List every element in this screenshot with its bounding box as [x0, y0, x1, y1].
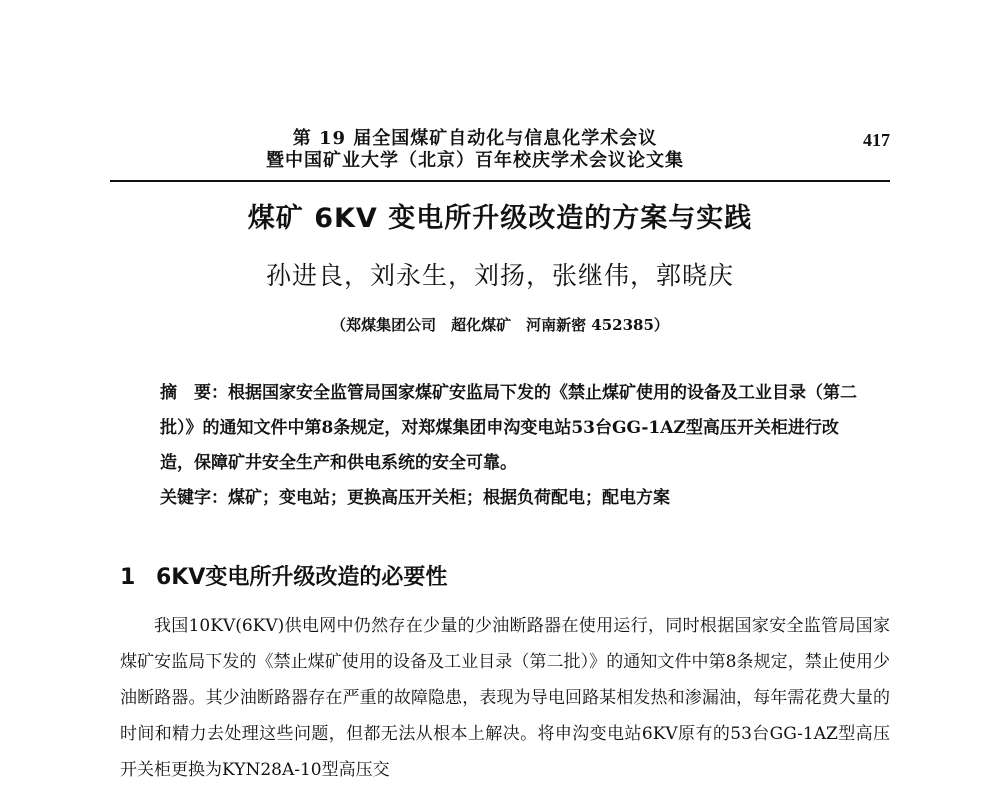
page-number: 417 [863, 130, 890, 150]
keywords-label: 关键字： [160, 488, 228, 508]
conference-line-1: 第 19 届全国煤矿自动化与信息化学术会议 [292, 128, 658, 149]
authors: 孙进良，刘永生，刘扬，张继伟，郭晓庆 [265, 261, 734, 290]
header-rule [110, 180, 890, 182]
section-paragraph: 我国10KV(6KV)供电网中仍然存在少量的少油断路器在使用运行，同时根据国家安全监管局国家煤矿安监局下发的《禁止煤矿使用的设备及工业目录（第二批）》的通知文件中第8条规定，禁止使用少油断路器。其少油断路器存在严重的故障隐患，表现为导电回路某相发热和渗漏油，每年需花费大量的时间和精力去处理这些问题，但都无法从根本上解决。将申沟变电站6KV原有的53台GG-1AZ型高压开关柜更换为KYN28A-10型高压交 [120, 616, 890, 780]
affiliation: （郑煤集团公司 超化煤矿 河南新密 452385） [331, 316, 669, 334]
keywords-text: 煤矿；变电站；更换高压开关柜；根据负荷配电；配电方案 [228, 488, 670, 508]
running-header [110, 128, 890, 180]
abstract-text: 根据国家安全监管局国家煤矿安监局下发的《禁止煤矿使用的设备及工业目录（第二批）》的通知文件中第8条规定，对郑煤集团申沟变电站53台GG-1AZ型高压开关柜进行改造，保障矿井安全生产和供电系统的安全可靠。 [160, 383, 857, 473]
section-title: 6KV变电所升级改造的必要性 [156, 565, 448, 590]
paper-title: 煤矿 6KV 变电所升级改造的方案与实践 [247, 203, 753, 234]
section-number: 1 [120, 565, 136, 590]
abstract [160, 376, 860, 516]
section-heading [120, 560, 447, 591]
abstract-label: 摘 要： [160, 383, 228, 403]
conference-name [110, 128, 840, 172]
conference-line-2: 暨中国矿业大学（北京）百年校庆学术会议论文集 [266, 150, 684, 171]
keywords [160, 481, 860, 516]
